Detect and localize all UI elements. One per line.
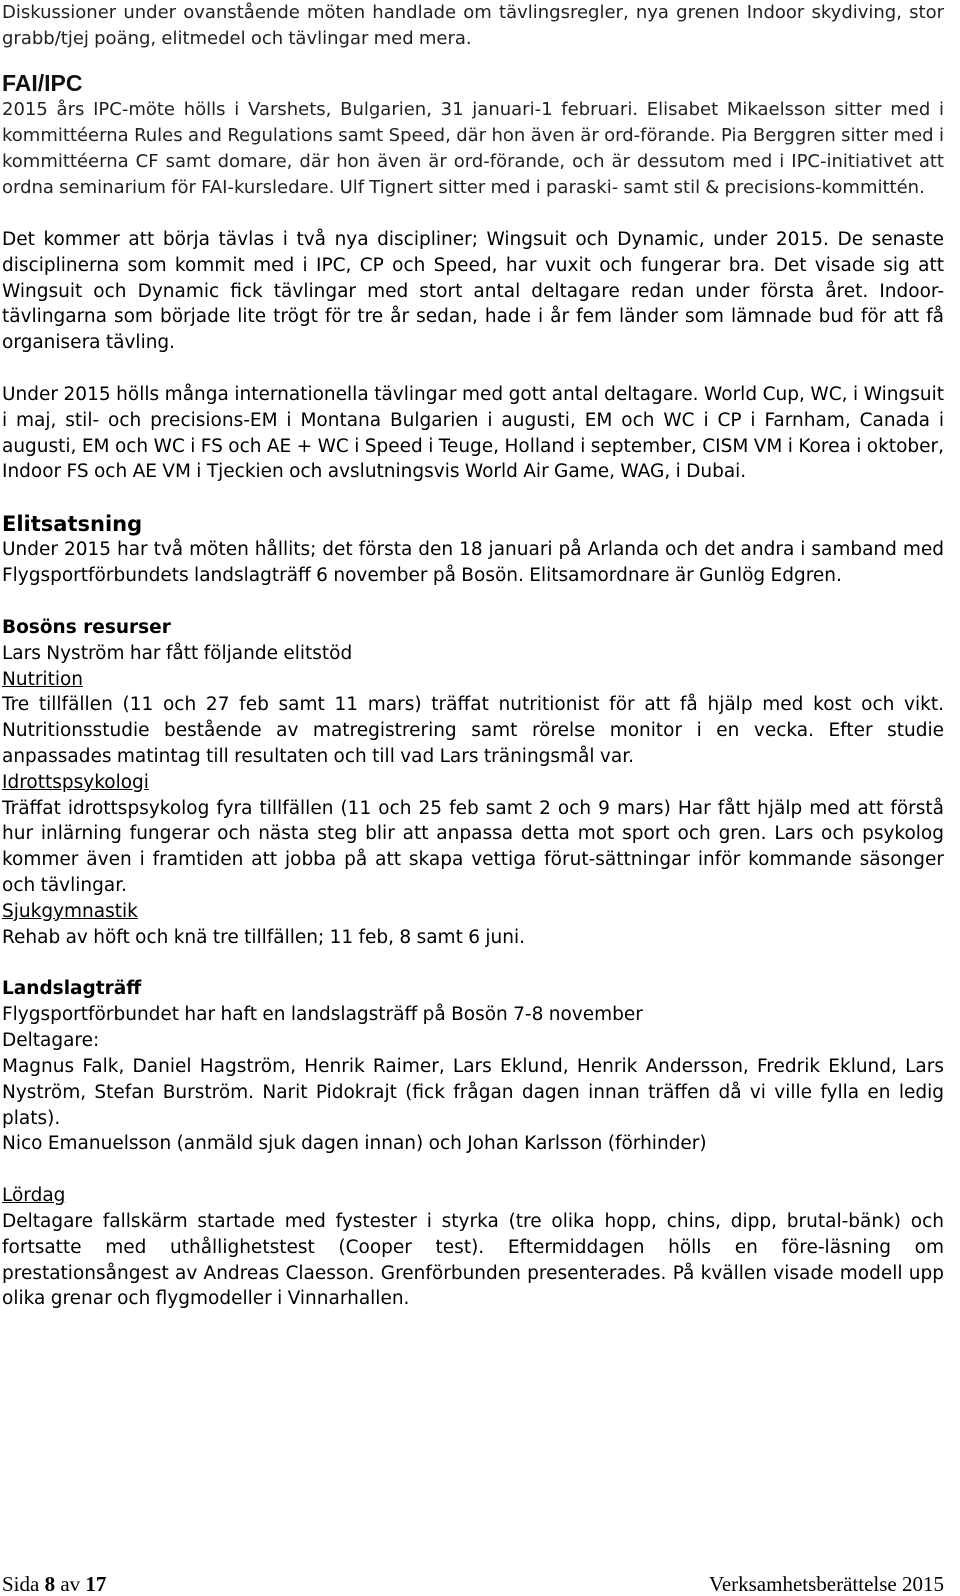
elit-paragraph: Under 2015 har två möten hållits; det första den 18 januari på Arlanda och det andra i samband med Flygsportförbundets landslagträff 6 november på Bosön. Elitsamordnare är Gunlög Edgren. <box>2 539 944 586</box>
absent-text: Nico Emanuelsson (anmäld sjuk dagen innan) och Johan Karlsson (förhinder) <box>2 1133 707 1155</box>
landslag-heading: Landslagträff <box>2 978 142 1000</box>
psychology-text: Träffat idrottspsykolog fyra tillfällen (11 och 25 feb samt 2 och 9 mars) Har fått hjälp med att förstå hur inlärning fungerar och nästa steg blir att anpassa detta mot sport och gren. Lars och psykolog kommer även i framtiden att jobba på att skapa vettiga förut-sättningar inför kommande säsonger och tävlingar. <box>2 797 944 896</box>
elit-heading: Elitsatsning <box>2 512 143 537</box>
saturday-label: Lördag <box>2 1185 66 1207</box>
physio-label: Sjukgymnastik <box>2 900 138 922</box>
intro-paragraph: Diskussioner under ovanstående möten handlade om tävlingsregler, nya grenen Indoor skydiving, stor grabb/tjej poäng, elitmedel och tävlingar med mera. <box>2 2 944 49</box>
page-number: Sida 8 av 17 <box>2 1572 107 1596</box>
fai-heading: FAI/IPC <box>2 70 83 96</box>
competitions-paragraph: Under 2015 hölls många internationella tävlingar med gott antal deltagare. World Cup, WC, i Wingsuit i maj, stil- och precisions-EM i Montana Bulgarien i augusti, EM och WC i CP i Farnham, Canada i augusti, EM och WC i FS och AE + WC i Speed i Teuge, Holland i september, CISM VM i Korea i oktober, Indoor FS och AE VM i Tjeckien och avslutningsvis World Air Game, WAG, i Dubai. <box>2 383 944 483</box>
psychology-label: Idrottspsykologi <box>2 771 149 793</box>
physio-text: Rehab av höft och knä tre tillfällen; 11 feb, 8 samt 6 juni. <box>2 926 525 948</box>
page-footer <box>2 1572 944 1596</box>
disciplines-paragraph: Det kommer att börja tävlas i två nya discipliner; Wingsuit och Dynamic, under 2015. De senaste disciplinerna som kommit med i IPC, CP och Speed, har vuxit och fungerar bra. Det visade sig att Wingsuit och Dynamic fick tävlingar med stort antal deltagare redan under första året. Indoor-tävlingarna som började lite trögt för tre år sedan, hade i år fem länder som lämnade bud för att få organisera tävling. <box>2 229 944 354</box>
document-title: Verksamhetsberättelse 2015 <box>708 1572 944 1596</box>
participants-text: Magnus Falk, Daniel Hagström, Henrik Raimer, Lars Eklund, Henrik Andersson, Fredrik Eklund, Lars Nyström, Stefan Burström. Narit Pidokrajt (fick frågan dagen innan träffen då vi ville fylla en ledig plats). <box>2 1055 944 1129</box>
landslag-line1: Flygsportförbundet har haft en landslagsträff på Bosön 7-8 november <box>2 1004 643 1026</box>
saturday-text: Deltagare fallskärm startade med fystester i styrka (tre olika hopp, chins, dipp, brutal-bänk) och fortsatte med uthållighetstest (Cooper test). Eftermiddagen hölls en före-läsning om prestationsångest av Andreas Claesson. Grenförbunden presenterades. På kvällen visade modell upp olika grenar och flygmodeller i Vinnarhallen. <box>2 1210 944 1310</box>
document-page <box>2 0 944 1312</box>
nutrition-label: Nutrition <box>2 668 84 690</box>
landslag-line2: Deltagare: <box>2 1030 100 1052</box>
fai-paragraph: 2015 års IPC-möte hölls i Varshets, Bulgarien, 31 januari-1 februari. Elisabet Mikaelsson sitter med i kommittéerna Rules and Regulations samt Speed, där hon även är ord-förande. Pia Berggren sitter med i kommittéerna CF samt domare, där hon även är ord-förande, och är dessutom med i IPC-initiativet att ordna seminarium för FAI-kursledare. Ulf Tignert sitter med i paraski- samt stil & precisions-kommittén. <box>2 99 944 198</box>
boson-line: Lars Nyström har fått följande elitstöd <box>2 642 353 664</box>
boson-heading: Bosöns resurser <box>2 616 171 638</box>
nutrition-text: Tre tillfällen (11 och 27 feb samt 11 mars) träffat nutritionist för att få hjälp med kost och vikt. Nutritionsstudie bestående av matregistrering samt rörelse monitor i en vecka. Efter studie anpassades matintag till resultaten och till vad Lars träningsmål var. <box>2 694 944 767</box>
